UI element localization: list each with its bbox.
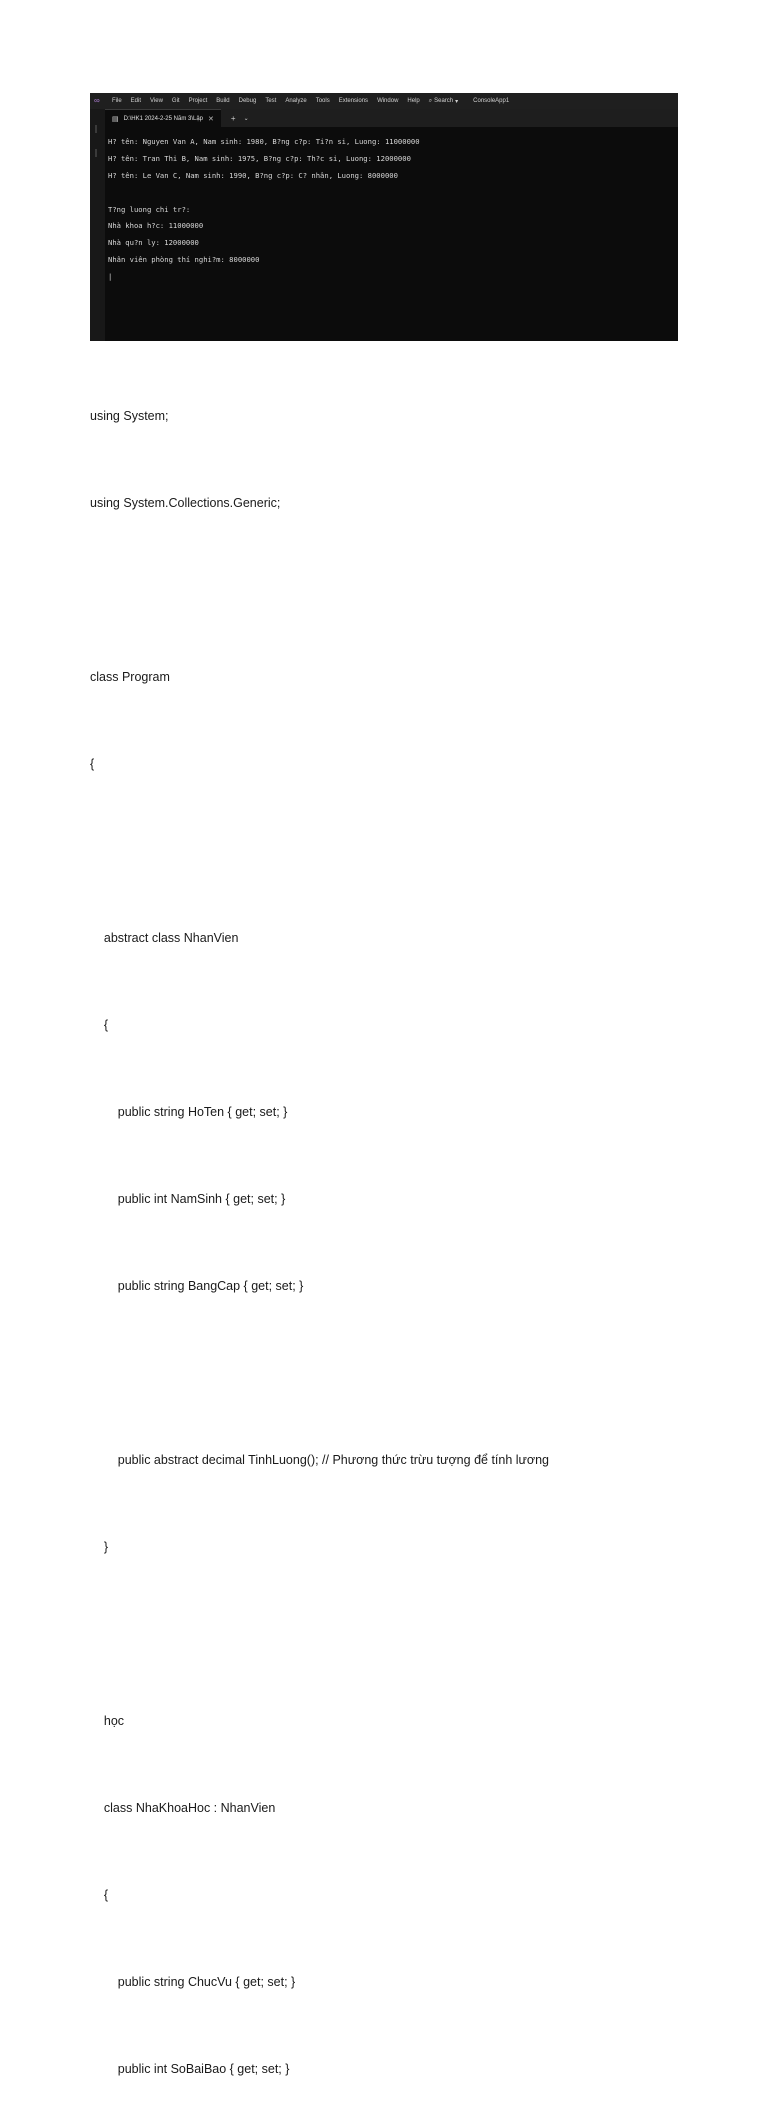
menu-item-edit[interactable]: Edit [130,98,142,104]
code-line: using System; [90,409,169,423]
menu-item-extensions[interactable]: Extensions [338,98,369,104]
code-line: public int NamSinh { get; set; } [90,1192,286,1206]
search-label: Search [434,98,454,104]
code-line: public string ChucVu { get; set; } [90,1975,296,1989]
search-button[interactable] [429,98,458,105]
terminal-tab-title: D:\HK1 2024-2-25 Năm 3\Lập [123,115,204,122]
code-line: abstract class NhanVien [90,931,239,945]
code-line: using System.Collections.Generic; [90,496,281,510]
menu-item-git[interactable]: Git [171,98,180,104]
embedded-screenshot [90,93,678,341]
code-line: public string HoTen { get; set; } [90,1105,288,1119]
code-line [90,1359,730,1388]
menu-item-debug[interactable]: Debug [238,98,257,104]
console-cursor: | [108,271,113,281]
code-line: public int SoBaiBao { get; set; } [90,2062,290,2076]
menu-item-build[interactable]: Build [216,98,230,104]
code-line: public string BangCap { get; set; } [90,1279,304,1293]
console-line: Nhà khoa h?c: 11000000 [108,221,204,231]
console-output [105,127,678,298]
menu-item-tools[interactable]: Tools [315,98,330,104]
code-line: public abstract decimal TinhLuong(); // Phương thức trừu tượng để tính lương [90,1453,550,1467]
ide-menubar [90,93,678,109]
new-tab-button[interactable]: + [230,113,236,123]
menu-item-analyze[interactable]: Analyze [285,98,307,104]
side-marker [95,125,97,133]
code-line: class Program [90,670,170,684]
terminal-tabbar [105,109,678,127]
tab-dropdown-button[interactable]: ⌄ [243,115,249,122]
menu-item-file[interactable]: File [112,98,122,104]
ide-side-strip [90,109,105,341]
visual-studio-icon: ∞ [94,96,100,105]
menu-item-test[interactable]: Test [265,98,277,104]
console-line: T?ng luong chi tr?: [108,204,191,214]
console-line: H? tên: Nguyen Van A, Nam sinh: 1980, B?ng c?p: Ti?n si, Luong: 11000000 [108,137,420,147]
console-line: H? tên: Tran Thi B, Nam sinh: 1975, B?ng c?p: Th?c si, Luong: 12000000 [108,154,411,164]
close-icon[interactable]: ✕ [208,115,214,123]
side-marker [95,149,97,157]
menu-item-help[interactable]: Help [407,98,420,104]
code-line [90,837,730,866]
chevron-down-icon: ▾ [455,98,459,105]
code-line: { [90,757,95,771]
console-line: Nhà qu?n ly: 12000000 [108,238,199,248]
search-icon: ⌕ [428,97,433,104]
menu-item-window[interactable]: Window [377,98,399,104]
code-line: } [90,1540,109,1554]
terminal-tab[interactable] [105,109,221,128]
code-line [90,576,730,605]
console-line: Nhân viên phòng thí nghi?m: 8000000 [108,255,260,265]
console-line: H? tên: Le Van C, Nam sinh: 1990, B?ng c?p: C? nhân, Luong: 8000000 [108,171,398,181]
console-line [108,189,675,197]
code-line: { [90,1018,109,1032]
document-code [90,344,730,2113]
code-line: class NhaKhoaHoc : NhanVien [90,1801,276,1815]
project-name: ConsoleApp1 [473,98,510,104]
terminal-icon: ▤ [112,115,119,123]
code-line [90,1620,730,1649]
console-window [105,109,678,341]
code-line: { [90,1888,109,1902]
menu-item-view[interactable]: View [150,98,163,104]
code-line: học [90,1714,125,1728]
menu-item-project[interactable]: Project [188,98,208,104]
